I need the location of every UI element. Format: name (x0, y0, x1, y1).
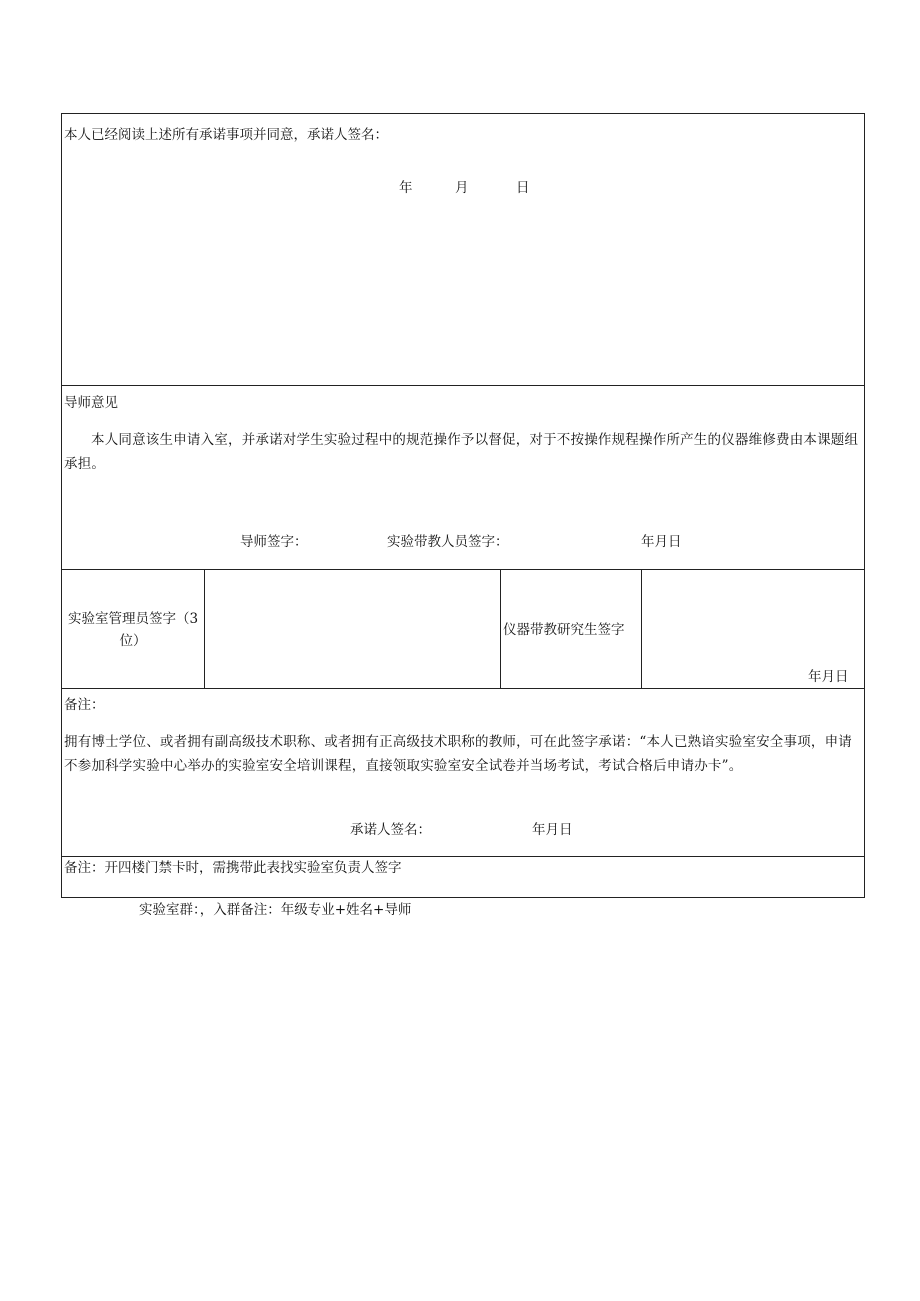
advisor-sign-label: 导师签字： (240, 534, 308, 550)
signature-date: 年月日 (808, 669, 849, 685)
advisor-heading: 导师意见 (64, 395, 118, 411)
grad-sign-label: 仪器带教研究生签字 (503, 622, 625, 638)
note-section (62, 857, 864, 897)
access-card-note: 备注：开四楼门禁卡时，需携带此表找实验室负责人签字 (64, 860, 402, 876)
commitment-section (62, 114, 864, 386)
signature-row (62, 570, 864, 689)
lab-group-footer: 实验室群：，入群备注：年级专业+姓名+导师 (139, 902, 412, 918)
advisor-date: 年月日 (641, 534, 682, 550)
date-month: 月 (455, 180, 469, 196)
exemption-text: 拥有博士学位、或者拥有副高级技术职称、或者拥有正高级技术职称的教师，可在此签字承诺：“本人已熟谙实验室安全事项，申请不参加科学实验中心举办的实验室安全培训课程，直接领取实验室安全试卷并当场考试，考试合格后申请办卡”。 (64, 734, 852, 774)
exemption-date: 年月日 (532, 822, 573, 838)
exemption-signer-label: 承诺人签名： (350, 822, 431, 838)
date-year: 年 (399, 180, 413, 196)
exemption-section (62, 689, 864, 857)
staff-sign-label: 实验带教人员签字： (387, 534, 509, 550)
application-form (61, 113, 865, 898)
date-day: 日 (516, 180, 530, 196)
advisor-section (62, 386, 864, 570)
advisor-opinion-text: 本人同意该生申请入室，并承诺对学生实验过程中的规范操作予以督促，对于不按操作规程操作所产生的仪器维修费由本课题组承担。 (64, 432, 859, 472)
manager-sign-label: 实验室管理员签字（3位） (67, 611, 199, 649)
commitment-statement: 本人已经阅读上述所有承诺事项并同意，承诺人签名： (64, 127, 388, 143)
exemption-heading: 备注： (64, 697, 105, 713)
